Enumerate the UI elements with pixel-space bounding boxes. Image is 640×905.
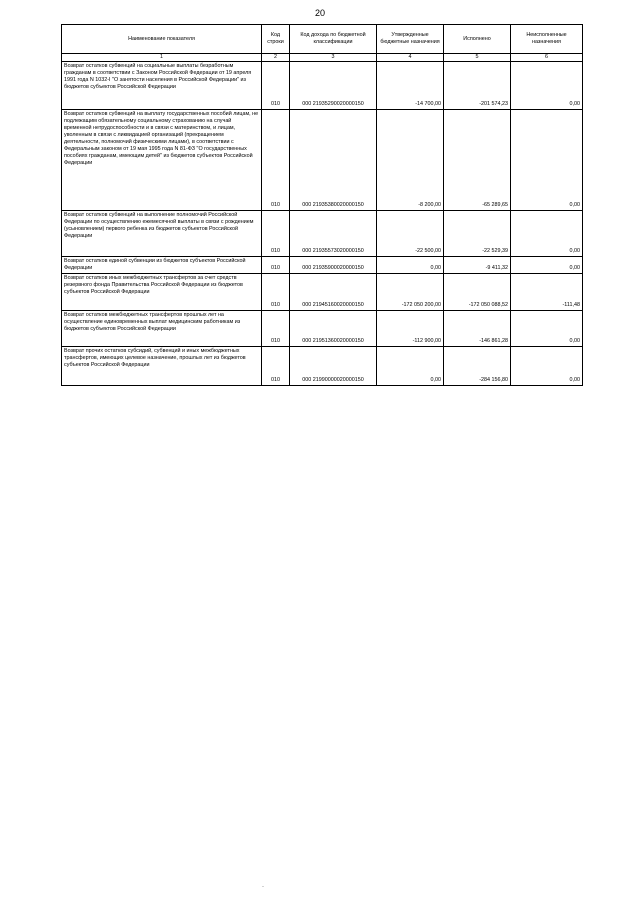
approved-value: -172 050 200,00 [377,274,444,311]
header-executed: Исполнено [444,25,511,54]
unexecuted-value: 0,00 [511,62,583,110]
budget-report-table [61,24,583,386]
line-code: 010 [262,110,290,211]
indicator-name: Возврат остатков межбюджетных трансфертов прошлых лет на осуществление единовременных выплат медицинским работникам из бюджетов субъектов Российской Федерации [62,311,262,347]
indicator-name: Возврат остатков субвенций на выплату государственных пособий лицам, не подлежащим обязательному социальному страхованию на случай временной нетрудоспособности и в связи с материнством, и лицам, уволенным в связи с ликвидацией организаций (прекращением деятельности, полномочий физическими лицами), в соответствии с Федеральным законом от 19 мая 1995 года N 81-ФЗ "О государственных пособиях гражданам, имеющим детей" из бюджетов субъектов Российской Федерации [62,110,262,211]
table-row [62,211,583,257]
indicator-name: Возврат остатков единой субвенции из бюджетов субъектов Российской Федерации [62,257,262,274]
page-number: 20 [314,8,325,18]
budget-code: 000 21935573020000150 [290,211,377,257]
footer-mark: · [262,884,264,890]
unexecuted-value: 0,00 [511,347,583,386]
unexecuted-value: 0,00 [511,211,583,257]
column-number-row [62,54,583,62]
column-number: 2 [262,54,290,62]
column-number: 4 [377,54,444,62]
budget-code: 000 21951360020000150 [290,311,377,347]
unexecuted-value: -111,48 [511,274,583,311]
budget-code: 000 21945160020000150 [290,274,377,311]
executed-value: -9 411,32 [444,257,511,274]
column-number: 6 [511,54,583,62]
column-number: 1 [62,54,262,62]
executed-value: -65 289,65 [444,110,511,211]
approved-value: -14 700,00 [377,62,444,110]
table-row [62,110,583,211]
line-code: 010 [262,311,290,347]
executed-value: -22 529,39 [444,211,511,257]
header-line-code: Код строки [262,25,290,54]
line-code: 010 [262,257,290,274]
column-number: 3 [290,54,377,62]
budget-code: 000 21935290020000150 [290,62,377,110]
unexecuted-value: 0,00 [511,257,583,274]
header-unexecuted: Неисполненные назначения [511,25,583,54]
header-approved: Утвержденные бюджетные назначения [377,25,444,54]
approved-value: -22 500,00 [377,211,444,257]
table-row [62,62,583,110]
indicator-name: Возврат остатков иных межбюджетных трансфертов за счет средств резервного фонда Правительства Российской Федерации из бюджетов субъектов Российской Федерации [62,274,262,311]
table-row [62,311,583,347]
line-code: 010 [262,274,290,311]
budget-code: 000 21990000020000150 [290,347,377,386]
header-row [62,25,583,54]
indicator-name: Возврат остатков субвенций на социальные выплаты безработным гражданам в соответствии с Законом Российской Федерации от 19 апреля 1991 года N 1032-I "О занятости населения в Российской Федерации" из бюджетов субъектов Российской Федерации [62,62,262,110]
line-code: 010 [262,347,290,386]
executed-value: -172 050 088,52 [444,274,511,311]
budget-code: 000 21935900020000150 [290,257,377,274]
table-row [62,257,583,274]
executed-value: -201 574,23 [444,62,511,110]
approved-value: 0,00 [377,347,444,386]
executed-value: -284 156,80 [444,347,511,386]
budget-code: 000 21935380020000150 [290,110,377,211]
approved-value: -8 200,00 [377,110,444,211]
indicator-name: Возврат прочих остатков субсидий, субвенций и иных межбюджетных трансфертов, имеющих целевое назначение, прошлых лет из бюджетов субъектов Российской Федерации [62,347,262,386]
line-code: 010 [262,62,290,110]
header-budget-code: Код дохода по бюджетной классификации [290,25,377,54]
approved-value: 0,00 [377,257,444,274]
unexecuted-value: 0,00 [511,311,583,347]
column-number: 5 [444,54,511,62]
header-name: Наименование показателя [62,25,262,54]
indicator-name: Возврат остатков субвенций на выполнение полномочий Российской Федерации по осуществлению ежемесячной выплаты в связи с рождением (усыновлением) первого ребенка из бюджетов субъектов Российской Федерации [62,211,262,257]
line-code: 010 [262,211,290,257]
unexecuted-value: 0,00 [511,110,583,211]
table-row [62,274,583,311]
table-row [62,347,583,386]
executed-value: -146 861,28 [444,311,511,347]
approved-value: -112 900,00 [377,311,444,347]
